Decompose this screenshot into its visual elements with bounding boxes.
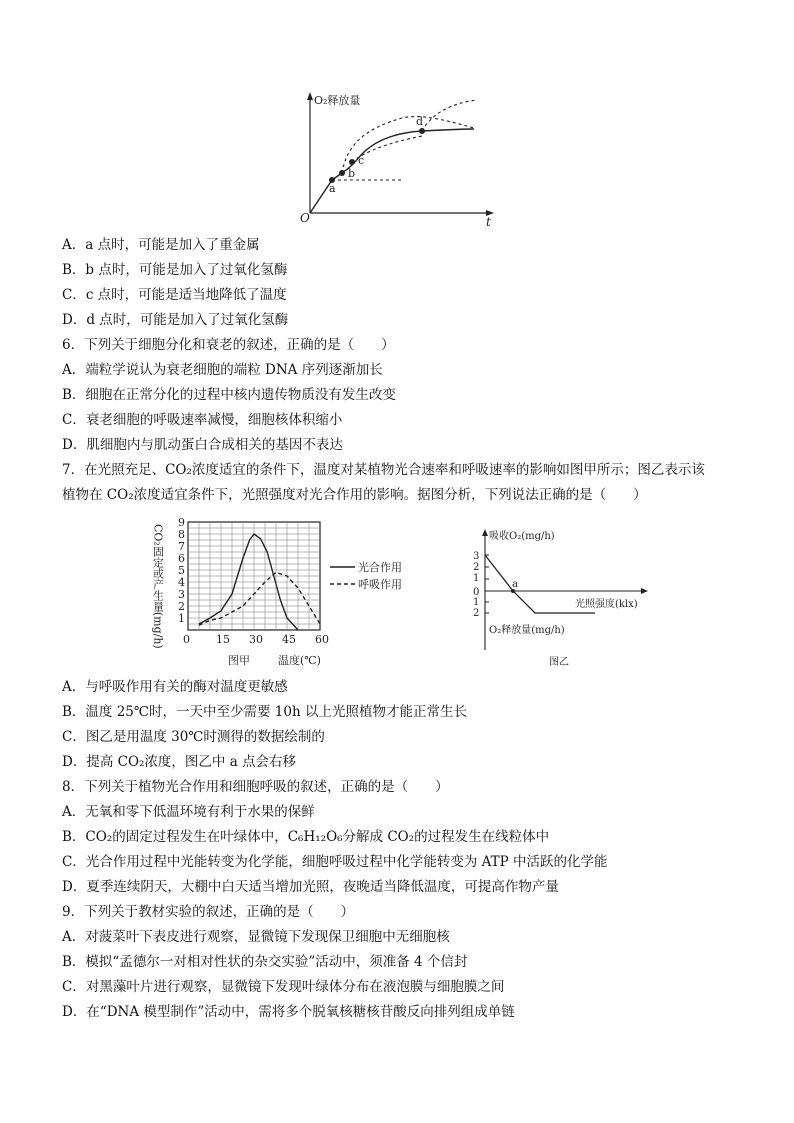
q9-option-b: B．模拟“孟德尔一对相对性状的杂交实验”活动中，须准备 4 个信封 — [62, 954, 468, 970]
jia-xtick-label: 45 — [282, 633, 296, 646]
yi-tick-2: 2 — [473, 562, 480, 573]
jia-ytick-label: 3 — [178, 588, 185, 601]
q8-stem: 8．下列关于植物光合作用和细胞呼吸的叙述，正确的是（ ） — [62, 779, 449, 795]
figure-xlabel: t — [486, 215, 491, 228]
yi-y-arrow — [482, 529, 488, 536]
jia-caption: 图甲 — [228, 654, 250, 667]
label-d: d — [416, 115, 424, 128]
jia-xtick-label: 60 — [315, 633, 329, 646]
jia-ytick-label: 4 — [178, 576, 185, 589]
jia-ytick-label: 7 — [178, 540, 185, 553]
q6-option-a: A．端粒学说认为衰老细胞的端粒 DNA 序列逐渐加长 — [62, 362, 383, 378]
q7-stem-line1: 7．在光照充足、CO₂浓度适宜的条件下，温度对某植物光合速率和呼吸速率的影响如图甲所示；图乙表示该 — [62, 462, 705, 478]
q8-option-d: D．夏季连续阴天，大棚中白天适当增加光照，夜晚适当降低温度，可提高作物产量 — [62, 879, 559, 895]
legend-resp-label: 呼吸作用 — [358, 578, 402, 591]
yi-tick-neg1: 1 — [473, 597, 480, 608]
jia-ytick-label: 5 — [178, 564, 185, 577]
q9-option-a: A．对菠菜叶下表皮进行观察，显微镜下发现保卫细胞中无细胞核 — [62, 929, 450, 945]
label-c: c — [358, 154, 365, 167]
yi-tick-3: 3 — [473, 551, 480, 562]
jia-ytick-label: 9 — [178, 516, 185, 529]
yi-xlabel: 光照强度(klx) — [575, 599, 638, 610]
q7-option-b: B．温度 25℃时，一天中至少需要 10h 以上光照植物才能正常生长 — [62, 704, 467, 720]
q5-option-a: A．a 点时，可能是加入了重金属 — [62, 237, 260, 253]
chart-yi — [465, 525, 665, 670]
q8-option-a: A．无氧和零下低温环境有利于水果的保鲜 — [62, 804, 315, 820]
figure-origin: O — [300, 211, 310, 225]
y-axis-arrow — [307, 92, 313, 100]
q8-option-b: B．CO₂的固定过程发生在叶绿体中，C₆H₁₂O₆分解成 CO₂的过程发生在线粒体中 — [62, 829, 550, 845]
jia-ytick-label: 6 — [178, 552, 185, 565]
q7-option-c: C．图乙是用温度 30℃时测得的数据绘制的 — [62, 729, 325, 745]
jia-ylabel: CO₂固定或产生量(mg/h) — [151, 524, 165, 649]
q5-option-c: C．c 点时，可能是适当地降低了温度 — [62, 287, 287, 303]
q9-option-c: C．对黑藻叶片进行观察，显微镜下发现叶绿体分布在液泡膜与细胞膜之间 — [62, 979, 505, 995]
point-d — [419, 128, 425, 134]
figure-ylabel: O₂释放量 — [314, 94, 361, 107]
point-c — [349, 159, 355, 165]
jia-respiration-line — [199, 572, 320, 625]
q5-option-b: B．b 点时，可能是加入了过氧化氢酶 — [62, 262, 288, 278]
jia-ytick-label: 1 — [178, 612, 185, 625]
q7-option-a: A．与呼吸作用有关的酶对温度更敏感 — [62, 679, 288, 695]
q6-stem: 6．下列关于细胞分化和衰老的叙述，正确的是（ ） — [62, 337, 395, 353]
legend-photo-label: 光合作用 — [358, 561, 402, 574]
q6-option-c: C．衰老细胞的呼吸速率减慢，细胞核体积缩小 — [62, 412, 343, 428]
q9-option-d: D．在“DNA 模型制作”活动中，需将多个脱氧核糖核苷酸反向排列组成单链 — [62, 1004, 515, 1020]
yi-label-a: a — [512, 579, 518, 590]
jia-grid — [188, 522, 320, 630]
chart-jia — [150, 512, 460, 672]
point-b — [339, 170, 345, 176]
yi-caption: 图乙 — [549, 657, 569, 668]
jia-xtick-label: 0 — [183, 633, 190, 646]
yi-tick-1: 1 — [473, 573, 480, 584]
q8-option-c: C．光合作用过程中光能转变为化学能，细胞呼吸过程中化学能转变为 ATP 中活跃的化学能 — [62, 854, 608, 870]
jia-xlabel: 温度(℃) — [278, 654, 321, 667]
jia-xtick-label: 30 — [249, 633, 263, 646]
yi-y-down-label: O₂释放量(mg/h) — [489, 625, 565, 636]
q6-option-d: D．肌细胞内与肌动蛋白合成相关的基因不表达 — [62, 437, 343, 453]
o2-release-figure — [292, 88, 502, 228]
branch-d-up — [422, 100, 477, 131]
main-curve — [310, 129, 474, 213]
jia-xtick-label: 15 — [216, 633, 230, 646]
q7-stem-line2: 植物在 CO₂浓度适宜条件下，光照强度对光合作用的影响。据图分析，下列说法正确的是（ ） — [62, 487, 647, 503]
q9-stem: 9．下列关于教材实验的叙述，正确的是（ ） — [62, 904, 355, 920]
label-b: b — [348, 167, 356, 180]
yi-y-up-label: 吸收O₂(mg/h) — [489, 531, 555, 542]
jia-ytick-label: 2 — [178, 600, 185, 613]
jia-ytick-label: 8 — [178, 528, 185, 541]
q7-option-d: D．提高 CO₂浓度，图乙中 a 点会右移 — [62, 754, 297, 770]
yi-tick-neg2: 2 — [473, 608, 480, 619]
q5-option-d: D．d 点时，可能是加入了过氧化氢酶 — [62, 312, 289, 328]
yi-tick-0: 0 — [473, 587, 480, 598]
yi-x-arrow — [641, 588, 648, 594]
label-a: a — [329, 182, 336, 195]
q6-option-b: B．细胞在正常分化的过程中核内遗传物质没有发生改变 — [62, 387, 396, 403]
